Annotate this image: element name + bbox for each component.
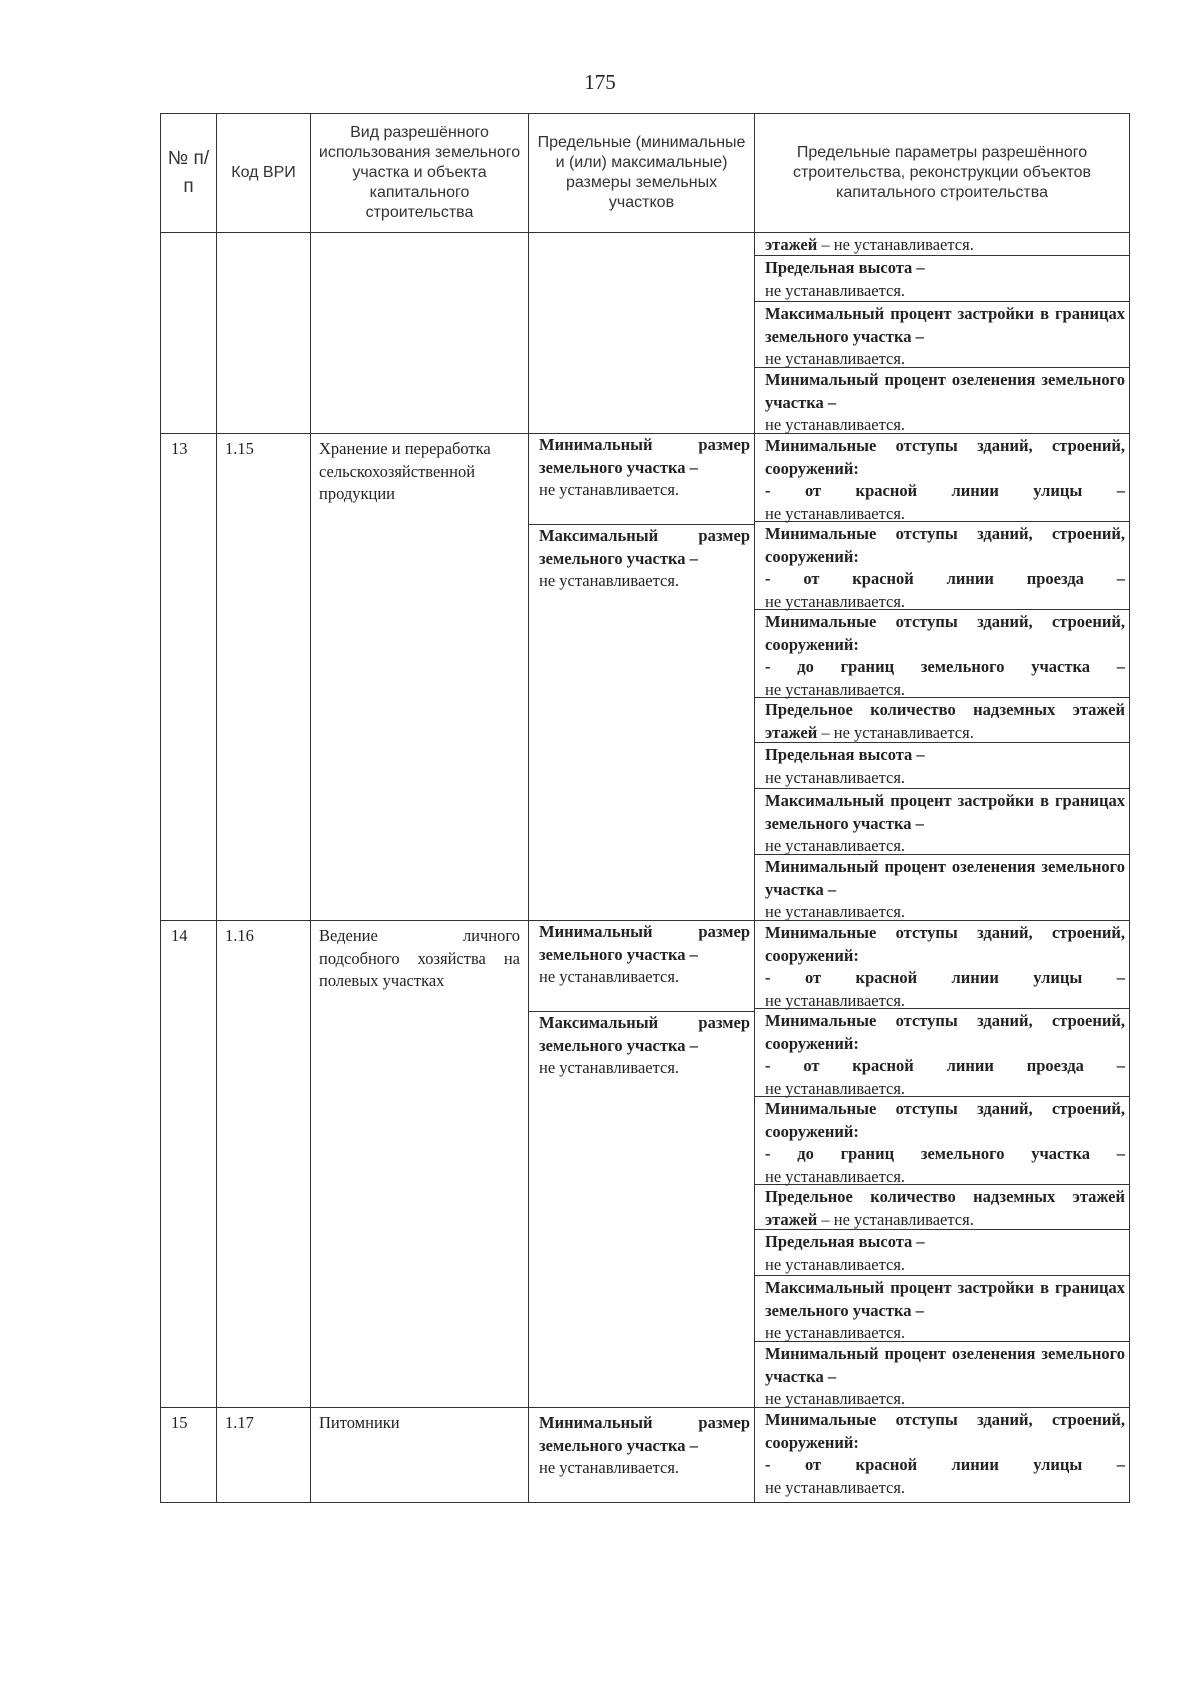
table-row-continuation: этажей – не устанавливается. Предельная высота – не устанавливается. Максимальный процент застройки в границах земельного участка – не устанавливается. Минимальный процент озеленения земельного участка – не устанавливается. [161, 233, 1130, 434]
header-kind: Вид разрешённого использования земельного участка и объекта капитального строительства [311, 114, 529, 233]
header-num: № п/п [161, 114, 217, 233]
header-sizes: Предельные (минимальные и (или) максимальные) размеры земельных участков [529, 114, 755, 233]
table-row: 13 1.15 Хранение и переработка сельскохозяйственной продукции Минимальный размер земельного участка – не устанавливается. Максимальный размер земельного участка – не устанавливается. Минимальные отступы зданий, строений, сооружений: - от красной линии улицы – не устанавливается. Минимальные отступы зданий, строений, сооружений: - от красной линии проезда – не устанавливается. Минимальные отступы зданий, строений, сооружений: - до границ земельного участка – не устанавливается. Предельное количество надземных этажей этажей – не устанавливается. Предельная высота – не устанавливается. Максимальный процент застройки в границах земельного участка – не устанавливается. Минимальный процент озеленения земельного участка – не устанавливается. [161, 434, 1130, 921]
vri-table [160, 113, 1130, 1503]
table-header [161, 114, 1130, 233]
header-code: Код ВРИ [217, 114, 311, 233]
header-params: Предельные параметры разрешённого строительства, реконструкции объектов капитального строительства [755, 114, 1130, 233]
floors-tail: этажей [765, 235, 818, 254]
table-row: 15 1.17 Питомники Минимальный размер земельного участка – не устанавливается. Минимальные отступы зданий, строений, сооружений: - от красной линии улицы – не устанавливается. [161, 1408, 1130, 1503]
page-number: 175 [584, 70, 616, 94]
table-row: 14 1.16 Ведение личного подсобного хозяйства на полевых участках Минимальный размер земельного участка – не устанавливается. Максимальный размер земельного участка – не устанавливается. Минимальные отступы зданий, строений, сооружений: - от красной линии улицы – не устанавливается. Минимальные отступы зданий, строений, сооружений: - от красной линии проезда – не устанавливается. Минимальные отступы зданий, строений, сооружений: - до границ земельного участка – не устанавливается. Предельное количество надземных этажей этажей – не устанавливается. Предельная высота – не устанавливается. Максимальный процент застройки в границах земельного участка – не устанавливается. Минимальный процент озеленения земельного участка – не устанавливается. [161, 921, 1130, 1408]
